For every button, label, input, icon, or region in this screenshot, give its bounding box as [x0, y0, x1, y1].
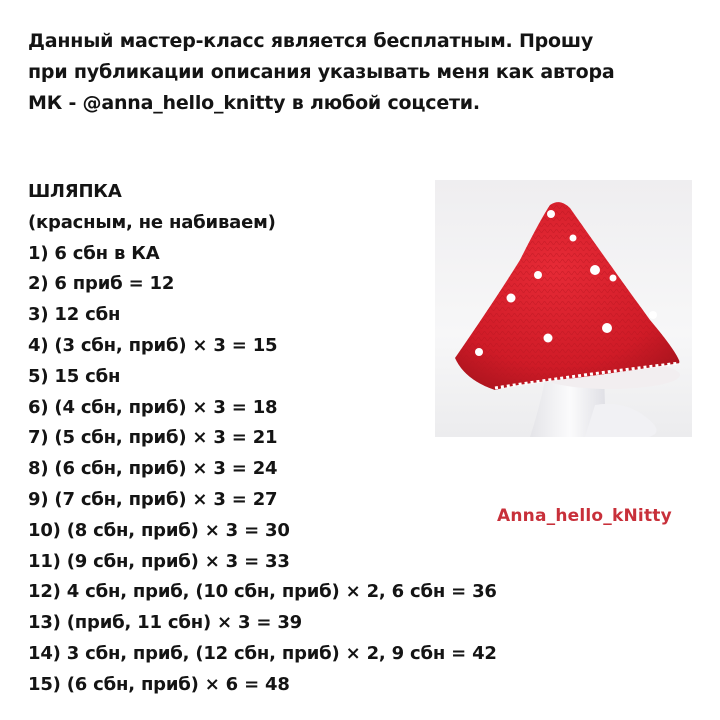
- author-watermark: Anna_hello_kNitty: [497, 506, 672, 526]
- mushroom-illustration: [435, 180, 692, 437]
- pattern-row: 7) (5 сбн, приб) × 3 = 21: [28, 427, 278, 449]
- pattern-row: 14) 3 сбн, приб, (12 сбн, приб) × 2, 9 сбн = 42: [28, 642, 497, 664]
- intro-line: МК - @anna_hello_knitty в любой соцсети.: [28, 92, 480, 114]
- pattern-row: 12) 4 сбн, приб, (10 сбн, приб) × 2, 6 сбн = 36: [28, 581, 497, 603]
- pattern-row: 15) (6 сбн, приб) × 6 = 48: [28, 673, 290, 695]
- pattern-row: 2) 6 приб = 12: [28, 273, 175, 295]
- pattern-row: 10) (8 сбн, приб) × 3 = 30: [28, 519, 290, 541]
- pattern-row: 5) 15 сбн: [28, 365, 121, 387]
- pattern-row: 4) (3 сбн, приб) × 3 = 15: [28, 334, 278, 356]
- pattern-row: 3) 12 сбн: [28, 304, 121, 326]
- pattern-row: 8) (6 сбн, приб) × 3 = 24: [28, 458, 278, 480]
- pattern-row: 13) (приб, 11 сбн) × 3 = 39: [28, 612, 302, 634]
- pattern-row: 6) (4 сбн, приб) × 3 = 18: [28, 396, 278, 418]
- pattern-row: 11) (9 сбн, приб) × 3 = 33: [28, 550, 290, 572]
- mushroom-photo: [435, 180, 692, 437]
- pattern-row: 9) (7 сбн, приб) × 3 = 27: [28, 488, 278, 510]
- section-title: ШЛЯПКА: [28, 181, 122, 202]
- intro-line: Данный мастер-класс является бесплатным. Прошу: [28, 30, 594, 52]
- pattern-row: 1) 6 сбн в КА: [28, 242, 160, 264]
- section-subtitle: (красным, не набиваем): [28, 211, 276, 233]
- intro-notice: [28, 26, 698, 119]
- intro-line: при публикации описания указывать меня как автора: [28, 61, 615, 83]
